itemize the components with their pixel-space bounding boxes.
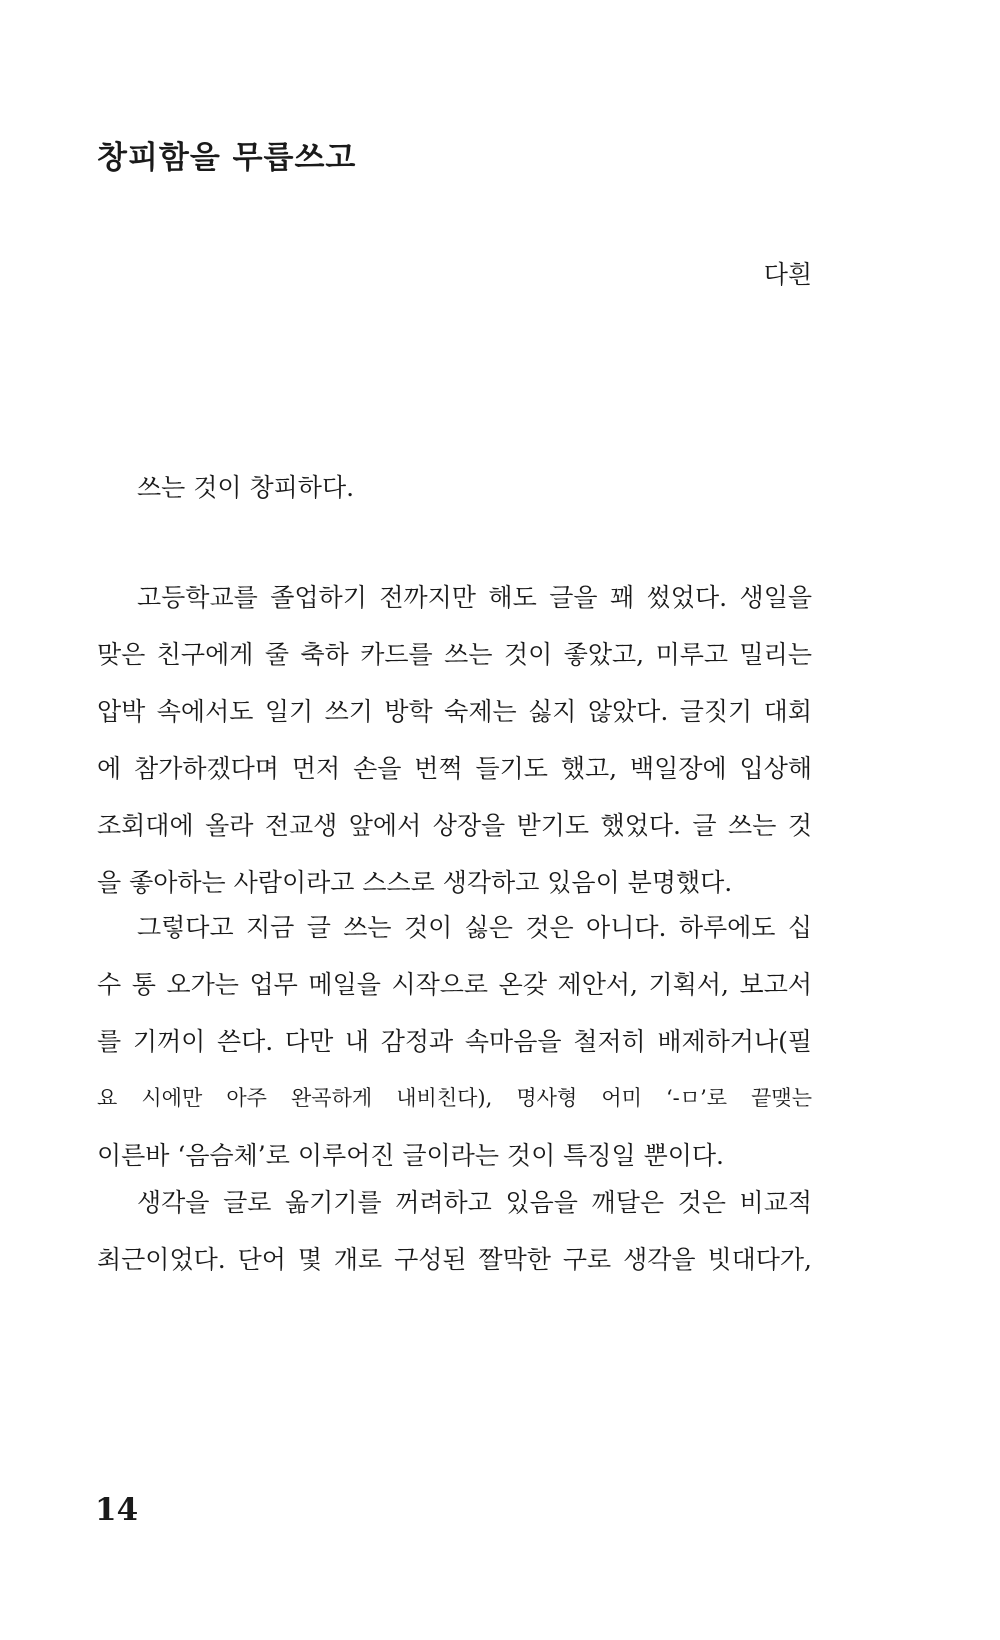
paragraph-1 [97,569,812,911]
paragraph-line: 에 참가하겠다며 먼저 손을 번쩍 들기도 했고, 백일장에 입상해 [97,754,812,783]
paragraph-line: 을 좋아하는 사람이라고 스스로 생각하고 있음이 분명했다. [97,868,733,897]
paragraph-line: 를 기꺼이 쓴다. 다만 내 감정과 속마음을 철저히 배제하거나(필 [97,1027,812,1056]
chapter-title: 창피함을 무릅쓰고 [97,140,357,176]
paragraph-line: 압박 속에서도 일기 쓰기 방학 숙제는 싫지 않았다. 글짓기 대회 [97,697,812,726]
paragraph-line: 조회대에 올라 전교생 앞에서 상장을 받기도 했었다. 글 쓰는 것 [97,811,812,840]
paragraph-line: 맞은 친구에게 줄 축하 카드를 쓰는 것이 좋았고, 미루고 밀리는 [97,640,812,669]
paragraph-3 [97,1174,812,1288]
paragraph-line: 그렇다고 지금 글 쓰는 것이 싫은 것은 아니다. 하루에도 십 [137,913,812,942]
intro-paragraph [97,459,812,516]
paragraph-line: 생각을 글로 옮기기를 꺼려하고 있음을 깨달은 것은 비교적 [137,1188,812,1217]
author-name: 다흰 [763,260,812,289]
intro-line: 쓰는 것이 창피하다. [137,473,355,502]
page-number: 14 [95,1492,139,1528]
paragraph-2 [97,899,812,1184]
paragraph-line: 수 통 오가는 업무 메일을 시작으로 온갖 제안서, 기획서, 보고서 [97,970,812,999]
paragraph-line: 고등학교를 졸업하기 전까지만 해도 글을 꽤 썼었다. 생일을 [137,583,812,612]
paragraph-line: 최근이었다. 단어 몇 개로 구성된 짤막한 구로 생각을 빗대다가, [97,1245,812,1274]
paragraph-line: 요 시에만 아주 완곡하게 내비친다), 명사형 어미 ‘-ㅁ’로 끝맺는 [97,1086,812,1110]
paragraph-line: 이른바 ‘음슴체’로 이루어진 글이라는 것이 특징일 뿐이다. [97,1141,724,1170]
